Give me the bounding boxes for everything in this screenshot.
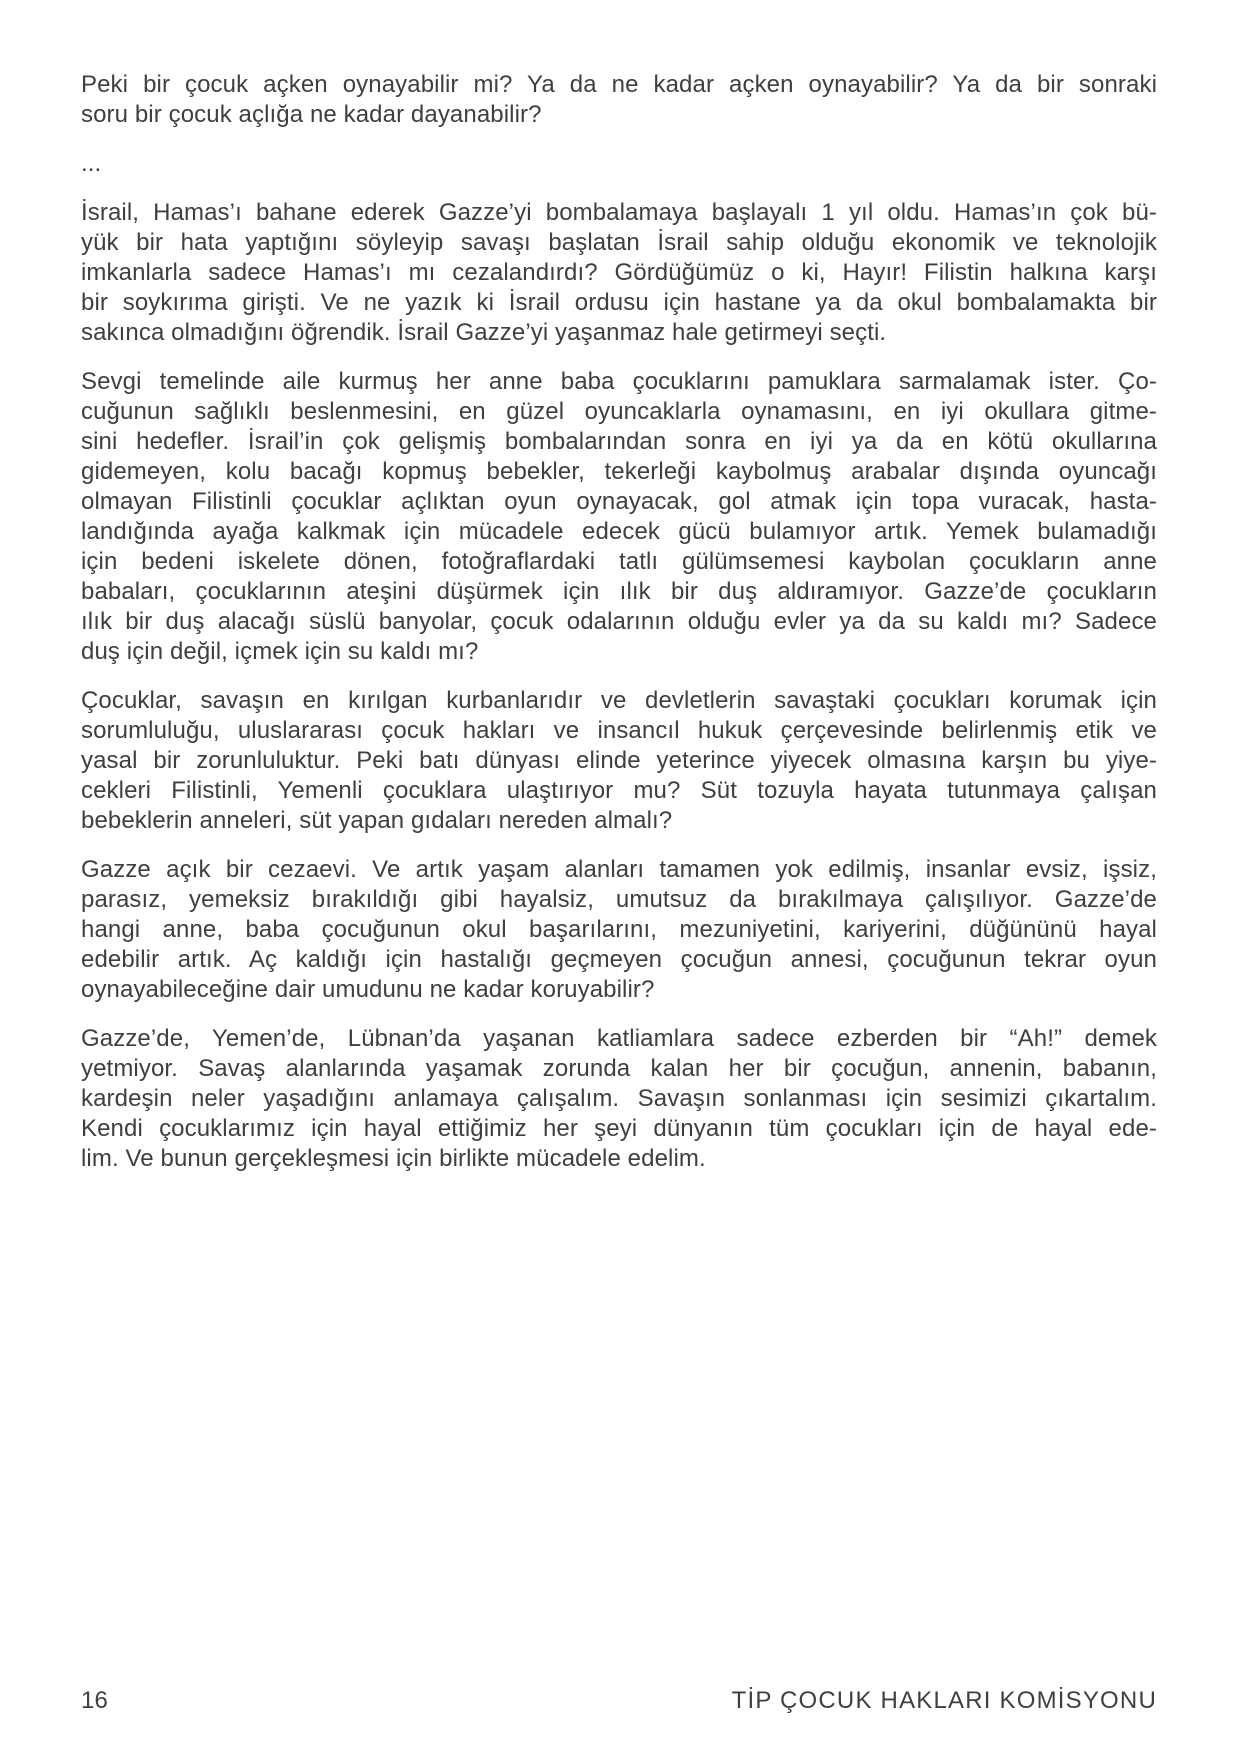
text-line: Sevgi temelinde aile kurmuş her anne baba çocuklarını pamuklara sarmalamak ister. Ço-	[81, 368, 1157, 395]
text-line: Gazze’de, Yemen’de, Lübnan’da yaşanan katliamlara sadece ezberden bir “Ah!” demek	[81, 1025, 1157, 1052]
text-line: babaları, çocuklarının ateşini düşürmek için ılık bir duş aldıramıyor. Gazze’de çocukların	[81, 578, 1157, 605]
text-line: cuğunun sağlıklı beslenmesini, en güzel oyuncaklarla oynamasını, en iyi okullara gitme-	[81, 398, 1157, 425]
text-line: ...	[81, 150, 102, 177]
footer-organization-title: TİP ÇOCUK HAKLARI KOMİSYONU	[731, 1687, 1157, 1714]
text-line: parasız, yemeksiz bırakıldığı gibi hayalsiz, umutsuz da bırakılmaya çalışılıyor. Gazze’de	[81, 886, 1157, 913]
text-line: edebilir artık. Aç kaldığı için hastalığı geçmeyen çocuğun annesi, çocuğunun tekrar oyun	[81, 946, 1157, 973]
text-line: imkanlarla sadece Hamas’ı mı cezalandırdı? Gördüğümüz o ki, Hayır! Filistin halkına karşı	[81, 259, 1157, 286]
paragraph	[81, 686, 1157, 836]
text-line: sakınca olmadığını öğrendik. İsrail Gazze’yi yaşanmaz hale getirmeyi seçti.	[81, 319, 887, 346]
text-line: hangi anne, baba çocuğunun okul başarılarını, mezuniyetini, kariyerini, düğününü hayal	[81, 916, 1157, 943]
paragraph	[81, 855, 1157, 1005]
text-line: ılık bir duş alacağı süslü banyolar, çocuk odalarının olduğu evler ya da su kaldı mı? Sadece	[81, 608, 1157, 635]
text-line: gidemeyen, kolu bacağı kopmuş bebekler, tekerleği kaybolmuş arabalar dışında oyuncağı	[81, 458, 1157, 485]
text-line: lim. Ve bunun gerçekleşmesi için birlikte mücadele edelim.	[81, 1145, 706, 1172]
text-line: yetmiyor. Savaş alanlarında yaşamak zorunda kalan her bir çocuğun, annenin, babanın,	[81, 1055, 1157, 1082]
text-line: sini hedefler. İsrail’in çok gelişmiş bombalarından sonra en iyi ya da en kötü okullarına	[81, 428, 1157, 455]
document-body	[81, 70, 1157, 1193]
text-line: İsrail, Hamas’ı bahane ederek Gazze’yi bombalamaya başlayalı 1 yıl oldu. Hamas’ın çok bü-	[81, 199, 1157, 226]
paragraph	[81, 149, 1157, 179]
paragraph	[81, 367, 1157, 667]
text-line: Çocuklar, savaşın en kırılgan kurbanlarıdır ve devletlerin savaştaki çocukları korumak için	[81, 687, 1157, 714]
paragraph	[81, 1024, 1157, 1174]
text-line: bir soykırıma girişti. Ve ne yazık ki İsrail ordusu için hastane ya da okul bombalamakta bir	[81, 289, 1157, 316]
text-line: bebeklerin anneleri, süt yapan gıdaları nereden almalı?	[81, 807, 673, 834]
text-line: duş için değil, içmek için su kaldı mı?	[81, 638, 479, 665]
page-number: 16	[81, 1687, 109, 1714]
text-line: Gazze açık bir cezaevi. Ve artık yaşam alanları tamamen yok edilmiş, insanlar evsiz, işsiz,	[81, 856, 1157, 883]
text-line: oynayabileceğine dair umudunu ne kadar koruyabilir?	[81, 976, 655, 1003]
page-footer	[81, 1686, 1157, 1716]
paragraph	[81, 198, 1157, 348]
text-line: soru bir çocuk açlığa ne kadar dayanabilir?	[81, 101, 542, 128]
text-line: yasal bir zorunluluktur. Peki batı dünyası elinde yeterince yiyecek olmasına karşın bu yiye-	[81, 747, 1157, 774]
text-line: Kendi çocuklarımız için hayal ettiğimiz her şeyi dünyanın tüm çocukları için de hayal ede-	[81, 1115, 1157, 1142]
text-line: olmayan Filistinli çocuklar açlıktan oyun oynayacak, gol atmak için topa vuracak, hasta-	[81, 488, 1157, 515]
text-line: kardeşin neler yaşadığını anlamaya çalışalım. Savaşın sonlanması için sesimizi çıkartalım.	[81, 1085, 1157, 1112]
paragraph	[81, 70, 1157, 130]
text-line: cekleri Filistinli, Yemenli çocuklara ulaştırıyor mu? Süt tozuyla hayata tutunmaya çalışan	[81, 777, 1157, 804]
text-line: Peki bir çocuk açken oynayabilir mi? Ya da ne kadar açken oynayabilir? Ya da bir sonraki	[81, 71, 1157, 98]
text-line: yük bir hata yaptığını söyleyip savaşı başlatan İsrail sahip olduğu ekonomik ve teknolojik	[81, 229, 1157, 256]
text-line: sorumluluğu, uluslararası çocuk hakları ve insancıl hukuk çerçevesinde belirlenmiş etik ve	[81, 717, 1157, 744]
text-line: için bedeni iskelete dönen, fotoğraflardaki tatlı gülümsemesi kaybolan çocukların anne	[81, 548, 1157, 575]
text-line: landığında ayağa kalkmak için mücadele edecek gücü bulamıyor artık. Yemek bulamadığı	[81, 518, 1157, 545]
